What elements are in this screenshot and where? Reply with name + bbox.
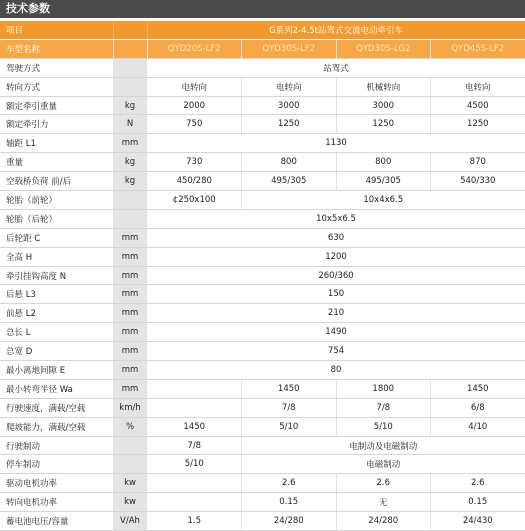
param-value: 210 xyxy=(147,304,525,323)
param-value: 24/280 xyxy=(336,512,431,531)
param-value: 630 xyxy=(147,228,525,247)
param-name: 轮胎（后轮） xyxy=(0,209,113,228)
item-label: 项目 xyxy=(0,21,113,39)
param-name: 后悬 L3 xyxy=(0,285,113,304)
param-unit xyxy=(113,77,147,96)
param-value: 1250 xyxy=(336,115,431,134)
table-row xyxy=(0,436,525,455)
param-unit: mm xyxy=(113,285,147,304)
param-name: 后轮距 C xyxy=(0,228,113,247)
header-row-series xyxy=(0,21,525,39)
param-name: 行驶速度，满载/空载 xyxy=(0,398,113,417)
param-unit: km/h xyxy=(113,398,147,417)
param-unit: kg xyxy=(113,96,147,115)
param-name: 轴距 L1 xyxy=(0,134,113,153)
table-row xyxy=(0,153,525,172)
param-value: 3000 xyxy=(242,96,337,115)
param-value: 1490 xyxy=(147,323,525,342)
table-row xyxy=(0,417,525,436)
param-unit: kw xyxy=(113,474,147,493)
param-name: 停车制动 xyxy=(0,455,113,474)
param-value xyxy=(147,398,242,417)
param-value xyxy=(147,493,242,512)
table-row xyxy=(0,512,525,531)
param-value: 1200 xyxy=(147,247,525,266)
model-name: QYD45S-LF2 xyxy=(431,39,525,58)
table-row xyxy=(0,493,525,512)
param-unit: mm xyxy=(113,304,147,323)
param-name: 总宽 D xyxy=(0,342,113,361)
param-value: 1450 xyxy=(147,417,242,436)
param-value: 2.6 xyxy=(336,474,431,493)
param-value: 6/8 xyxy=(431,398,525,417)
param-unit: kg xyxy=(113,153,147,172)
param-value: 1450 xyxy=(242,379,337,398)
param-unit: kw xyxy=(113,493,147,512)
param-value: 10x5x6.5 xyxy=(147,209,525,228)
param-value: 7/8 xyxy=(147,436,242,455)
param-value: 机械转向 xyxy=(336,77,431,96)
param-name: 转向方式 xyxy=(0,77,113,96)
header-row-models xyxy=(0,39,525,58)
param-unit: N xyxy=(113,115,147,134)
param-value: 24/430 xyxy=(431,512,525,531)
param-value: 150 xyxy=(147,285,525,304)
param-value: 1450 xyxy=(431,379,525,398)
table-row xyxy=(0,191,525,210)
param-name: 额定牵引力 xyxy=(0,115,113,134)
table-row xyxy=(0,266,525,285)
param-value: 2000 xyxy=(147,96,242,115)
param-name: 总长 L xyxy=(0,323,113,342)
model-name: QYD30S-LF2 xyxy=(242,39,337,58)
param-value: 站驾式 xyxy=(147,58,525,77)
model-name: QYD30S-LG2 xyxy=(336,39,431,58)
table-row xyxy=(0,58,525,77)
param-value: 1800 xyxy=(336,379,431,398)
param-unit xyxy=(113,209,147,228)
param-name: 前悬 L2 xyxy=(0,304,113,323)
param-name: 重量 xyxy=(0,153,113,172)
param-value: 电磁制动 xyxy=(242,455,525,474)
param-value: 540/330 xyxy=(431,172,525,191)
table-row xyxy=(0,304,525,323)
param-value: 4/10 xyxy=(431,417,525,436)
param-unit xyxy=(113,191,147,210)
param-value: 7/8 xyxy=(336,398,431,417)
param-unit: mm xyxy=(113,323,147,342)
param-value xyxy=(147,474,242,493)
table-row xyxy=(0,342,525,361)
spec-table xyxy=(0,21,525,531)
param-value: 870 xyxy=(431,153,525,172)
param-value: 7/8 xyxy=(242,398,337,417)
unit-header-cell xyxy=(113,21,147,39)
model-name: QYD20S-LF2 xyxy=(147,39,242,58)
param-unit: mm xyxy=(113,342,147,361)
param-value: 1250 xyxy=(431,115,525,134)
param-name: 驱动电机功率 xyxy=(0,474,113,493)
table-row xyxy=(0,398,525,417)
table-row xyxy=(0,115,525,134)
param-value: 450/280 xyxy=(147,172,242,191)
table-row xyxy=(0,228,525,247)
section-title: 技术参数 xyxy=(0,0,525,18)
table-row xyxy=(0,474,525,493)
param-name: 蓄电池电压/容量 xyxy=(0,512,113,531)
param-value: 2.6 xyxy=(242,474,337,493)
param-value: 800 xyxy=(242,153,337,172)
series-title: G系列2-4.5t站驾式交流电动牵引车 xyxy=(147,21,525,39)
param-value: 800 xyxy=(336,153,431,172)
param-value: 24/280 xyxy=(242,512,337,531)
param-name: 行驶制动 xyxy=(0,436,113,455)
param-value: 无 xyxy=(336,493,431,512)
param-value: 495/305 xyxy=(242,172,337,191)
param-unit: mm xyxy=(113,228,147,247)
table-row xyxy=(0,134,525,153)
param-value: 5/10 xyxy=(147,455,242,474)
param-name: 转向电机功率 xyxy=(0,493,113,512)
param-value: 电转向 xyxy=(431,77,525,96)
param-name: 爬坡能力，满载/空载 xyxy=(0,417,113,436)
param-value: 730 xyxy=(147,153,242,172)
param-value: 0.15 xyxy=(242,493,337,512)
param-value: 754 xyxy=(147,342,525,361)
param-name: 额定牵引重量 xyxy=(0,96,113,115)
param-value: 260/360 xyxy=(147,266,525,285)
table-row xyxy=(0,172,525,191)
param-unit: mm xyxy=(113,379,147,398)
param-value: 1.5 xyxy=(147,512,242,531)
param-unit: kg xyxy=(113,172,147,191)
model-label: 车型名称 xyxy=(0,39,113,58)
param-name: 牵引挂钩高度 N xyxy=(0,266,113,285)
param-unit xyxy=(113,58,147,77)
table-row xyxy=(0,455,525,474)
param-name: 最小转弯半径 Wa xyxy=(0,379,113,398)
table-row xyxy=(0,77,525,96)
param-unit xyxy=(113,455,147,474)
param-value: 495/305 xyxy=(336,172,431,191)
param-unit: mm xyxy=(113,266,147,285)
param-name: 全高 H xyxy=(0,247,113,266)
param-name: 轮胎（前轮） xyxy=(0,191,113,210)
table-row xyxy=(0,247,525,266)
table-row xyxy=(0,379,525,398)
param-value: 5/10 xyxy=(336,417,431,436)
param-unit: mm xyxy=(113,134,147,153)
table-row xyxy=(0,323,525,342)
param-value: 电制动及电磁制动 xyxy=(242,436,525,455)
param-value: 1130 xyxy=(147,134,525,153)
table-row xyxy=(0,361,525,380)
unit-header-cell xyxy=(113,39,147,58)
param-value xyxy=(147,379,242,398)
param-value: 电转向 xyxy=(242,77,337,96)
param-name: 最小离地间隙 E xyxy=(0,361,113,380)
param-value: ¢250x100 xyxy=(147,191,242,210)
param-value: 4500 xyxy=(431,96,525,115)
param-value: 5/10 xyxy=(242,417,337,436)
param-value: 750 xyxy=(147,115,242,134)
table-row xyxy=(0,96,525,115)
param-value: 0.15 xyxy=(431,493,525,512)
param-value: 80 xyxy=(147,361,525,380)
param-value: 3000 xyxy=(336,96,431,115)
param-unit: mm xyxy=(113,361,147,380)
param-unit: mm xyxy=(113,247,147,266)
param-name: 空载桥负荷 前/后 xyxy=(0,172,113,191)
param-value: 1250 xyxy=(242,115,337,134)
table-row xyxy=(0,209,525,228)
param-name: 驾驶方式 xyxy=(0,58,113,77)
param-value: 电转向 xyxy=(147,77,242,96)
param-unit: V/Ah xyxy=(113,512,147,531)
param-unit: % xyxy=(113,417,147,436)
table-row xyxy=(0,285,525,304)
param-unit xyxy=(113,436,147,455)
param-value: 10x4x6.5 xyxy=(242,191,525,210)
param-value: 2.6 xyxy=(431,474,525,493)
